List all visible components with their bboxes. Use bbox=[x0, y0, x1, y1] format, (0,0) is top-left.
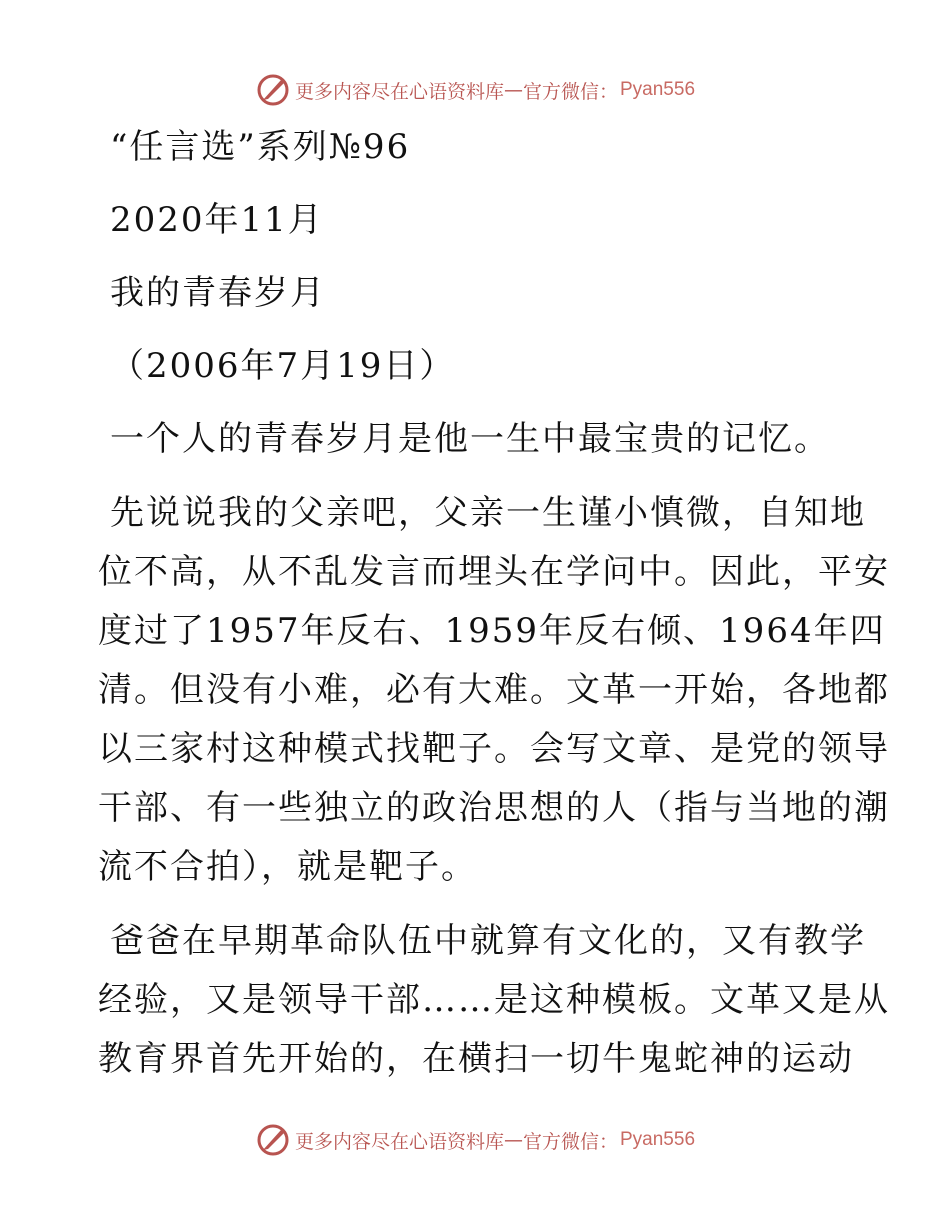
paragraph-line: 清。但没有小难，必有大难。文革一开始，各地都 bbox=[98, 670, 890, 710]
feather-logo-icon bbox=[255, 72, 291, 108]
paragraph-line: 先说说我的父亲吧，父亲一生谨小慎微，自知地 bbox=[110, 493, 866, 533]
written-date: （2006年7月19日） bbox=[110, 346, 456, 386]
feather-logo-icon bbox=[255, 1122, 291, 1158]
watermark-separator: — bbox=[503, 79, 523, 101]
paragraph-line: 度过了1957年反右、1959年反右倾、1964年四 bbox=[98, 611, 886, 651]
watermark-label: 官方微信： bbox=[522, 80, 618, 103]
paragraph-line: 一个人的青春岁月是他一生中最宝贵的记忆。 bbox=[110, 419, 830, 459]
series-title: “任言选”系列№96 bbox=[110, 127, 411, 167]
watermark-bottom bbox=[0, 1120, 950, 1160]
paragraph-line: 爸爸在早期革命队伍中就算有文化的，又有教学 bbox=[110, 921, 866, 961]
watermark-separator: — bbox=[503, 1129, 523, 1151]
paragraph-line: 经验，又是领导干部……是这种模板。文革又是从 bbox=[98, 980, 890, 1020]
watermark-account: Pyan556 bbox=[620, 1129, 696, 1150]
paragraph-3 bbox=[98, 912, 890, 1089]
publish-date: 2020年11月 bbox=[110, 200, 324, 240]
watermark-top bbox=[0, 70, 950, 110]
watermark-brand: 更多内容尽在心语资料库 bbox=[294, 80, 504, 103]
paragraph-2 bbox=[98, 484, 890, 897]
paragraph-1 bbox=[98, 410, 858, 469]
paragraph-line: 教育界首先开始的，在横扫一切牛鬼蛇神的运动 bbox=[98, 1039, 854, 1079]
watermark-brand: 更多内容尽在心语资料库 bbox=[294, 1130, 504, 1153]
paragraph-line: 位不高，从不乱发言而埋头在学问中。因此，平安 bbox=[98, 552, 890, 592]
document-body bbox=[98, 118, 890, 1089]
paragraph-line: 干部、有一些独立的政治思想的人（指与当地的潮 bbox=[98, 788, 890, 828]
article-title: 我的青春岁月 bbox=[110, 273, 326, 313]
watermark-label: 官方微信： bbox=[522, 1130, 618, 1153]
paragraph-line: 流不合拍），就是靶子。 bbox=[98, 847, 477, 887]
paragraph-line: 以三家村这种模式找靶子。会写文章、是党的领导 bbox=[98, 729, 890, 769]
watermark-account: Pyan556 bbox=[620, 79, 696, 100]
